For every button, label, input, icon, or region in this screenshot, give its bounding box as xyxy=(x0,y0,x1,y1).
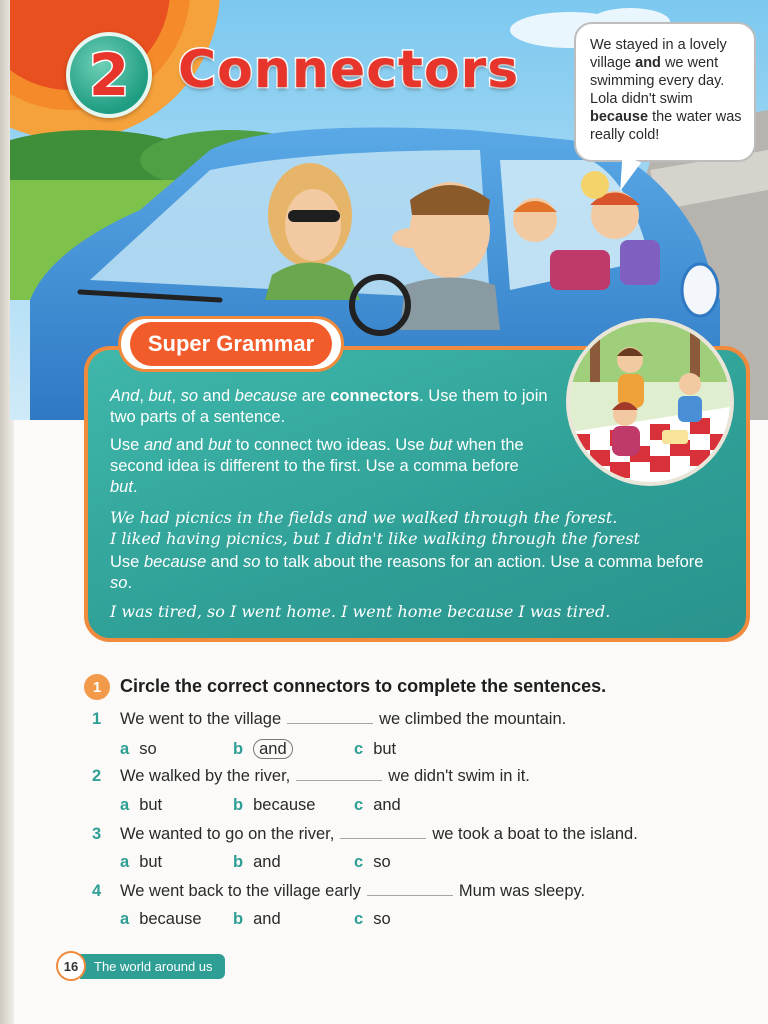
rule-text: . Use them to join two parts of a sentence. xyxy=(110,387,548,426)
option-4c[interactable] xyxy=(354,910,391,929)
option-letter: b xyxy=(233,740,244,758)
question-text-before: We went back to the village early xyxy=(120,882,361,900)
word-because: because xyxy=(143,553,207,571)
option-4a[interactable] xyxy=(120,910,202,929)
option-2b[interactable] xyxy=(233,796,315,815)
question-1 xyxy=(92,710,566,729)
speech-bubble xyxy=(574,22,756,162)
speech-bold-because: because xyxy=(590,109,649,125)
option-3c[interactable] xyxy=(354,853,391,872)
option-1a[interactable] xyxy=(120,740,157,759)
option-text: because xyxy=(139,910,202,928)
option-text: and xyxy=(373,796,401,814)
speech-bold-and: and xyxy=(635,55,661,71)
rule-text: . xyxy=(132,478,138,496)
option-letter: c xyxy=(354,740,364,758)
exercise-number-badge: 1 xyxy=(84,674,110,700)
section-title: The world around us xyxy=(80,954,225,979)
word-so: so xyxy=(110,574,128,592)
rule-text: are xyxy=(297,387,331,405)
word-so: so xyxy=(243,553,261,571)
rule-text: and xyxy=(171,436,209,454)
rule-text: and xyxy=(206,553,244,571)
option-text: and xyxy=(253,853,281,871)
exercise-instruction: Circle the correct connectors to complete the sentences. xyxy=(120,676,607,696)
speech-text-2: we went swimming every day. Lola didn't swim xyxy=(590,55,725,107)
question-text-before: We wanted to go on the river, xyxy=(120,825,335,843)
rule-text: to talk about the reasons for an action. Use a comma before xyxy=(260,553,704,571)
word-but: but xyxy=(208,436,232,454)
rule-text: to connect two ideas. Use xyxy=(231,436,430,454)
option-letter: c xyxy=(354,853,364,871)
grammar-example-2: I liked having picnics, but I didn't like walking through the forest xyxy=(110,529,640,548)
word-because: because xyxy=(234,387,298,405)
option-text: because xyxy=(253,796,316,814)
question-2 xyxy=(92,767,530,786)
grammar-rule-because-so xyxy=(110,552,730,594)
option-text: so xyxy=(373,910,391,928)
grammar-example-1: We had picnics in the fields and we walked through the forest. xyxy=(110,508,618,527)
question-text-before: We walked by the river, xyxy=(120,767,291,785)
question-text-after: Mum was sleepy. xyxy=(458,882,586,900)
option-letter: c xyxy=(354,910,364,928)
rule-text: , xyxy=(139,387,149,405)
picnic-illustration xyxy=(566,318,734,486)
option-text: so xyxy=(139,740,157,758)
grammar-rule-and-but xyxy=(110,435,550,498)
option-3b[interactable] xyxy=(233,853,281,872)
option-4b[interactable] xyxy=(233,910,281,929)
option-letter: a xyxy=(120,853,130,871)
question-text-after: we climbed the mountain. xyxy=(379,710,567,728)
rule-text: Use xyxy=(110,553,144,571)
question-number: 2 xyxy=(92,767,102,785)
super-grammar-label xyxy=(118,316,344,372)
question-number: 1 xyxy=(92,710,102,728)
rule-text: , xyxy=(171,387,181,405)
rule-text: . xyxy=(127,574,133,592)
speech-text-3: the water was really cold! xyxy=(590,109,742,143)
unit-number-badge xyxy=(66,32,152,118)
answer-blank[interactable] xyxy=(287,720,373,724)
word-but: but xyxy=(148,387,172,405)
answer-blank[interactable] xyxy=(340,835,426,839)
option-2a[interactable] xyxy=(120,796,162,815)
word-so: so xyxy=(180,387,199,405)
page-footer xyxy=(56,952,225,980)
rule-text: and xyxy=(198,387,235,405)
grammar-rule-connectors xyxy=(110,386,570,428)
option-text: but xyxy=(139,853,163,871)
speech-text-1: We stayed in a lovely village xyxy=(590,37,727,71)
option-3a[interactable] xyxy=(120,853,162,872)
picnic-graphic xyxy=(570,322,730,482)
rule-text: when the second idea is different to the first. Use a comma before xyxy=(110,436,524,475)
option-letter: c xyxy=(354,796,364,814)
word-but: but xyxy=(110,478,133,496)
answer-blank[interactable] xyxy=(367,892,453,896)
question-number: 4 xyxy=(92,882,102,900)
option-2c[interactable] xyxy=(354,796,401,815)
option-1b[interactable] xyxy=(233,740,293,759)
grammar-example-3: I was tired, so I went home. I went home because I was tired. xyxy=(110,602,611,621)
answer-blank[interactable] xyxy=(296,777,382,781)
unit-number: 2 xyxy=(88,41,130,109)
option-letter: b xyxy=(233,796,244,814)
option-letter: a xyxy=(120,740,130,758)
option-letter: b xyxy=(233,853,244,871)
word-and: And xyxy=(110,387,140,405)
question-number: 3 xyxy=(92,825,102,843)
option-1c[interactable] xyxy=(354,740,396,759)
rule-text: Use xyxy=(110,436,144,454)
question-3 xyxy=(92,825,638,844)
super-grammar-label-text: Super Grammar xyxy=(130,322,332,366)
option-letter: a xyxy=(120,910,130,928)
word-and: and xyxy=(143,436,172,454)
option-text: but xyxy=(139,796,163,814)
option-text: so xyxy=(373,853,391,871)
question-text-after: we didn't swim in it. xyxy=(388,767,530,785)
option-text: but xyxy=(373,740,397,758)
question-text-before: We went to the village xyxy=(120,710,282,728)
word-but: but xyxy=(429,436,453,454)
page-number: 16 xyxy=(56,951,86,981)
option-letter: a xyxy=(120,796,130,814)
word-connectors: connectors xyxy=(330,387,420,405)
option-text: and xyxy=(253,910,281,928)
option-text-circled: and xyxy=(253,739,293,759)
question-4 xyxy=(92,882,585,901)
question-text-after: we took a boat to the island. xyxy=(432,825,638,843)
option-letter: b xyxy=(233,910,244,928)
page-title: Connectors xyxy=(178,40,520,100)
